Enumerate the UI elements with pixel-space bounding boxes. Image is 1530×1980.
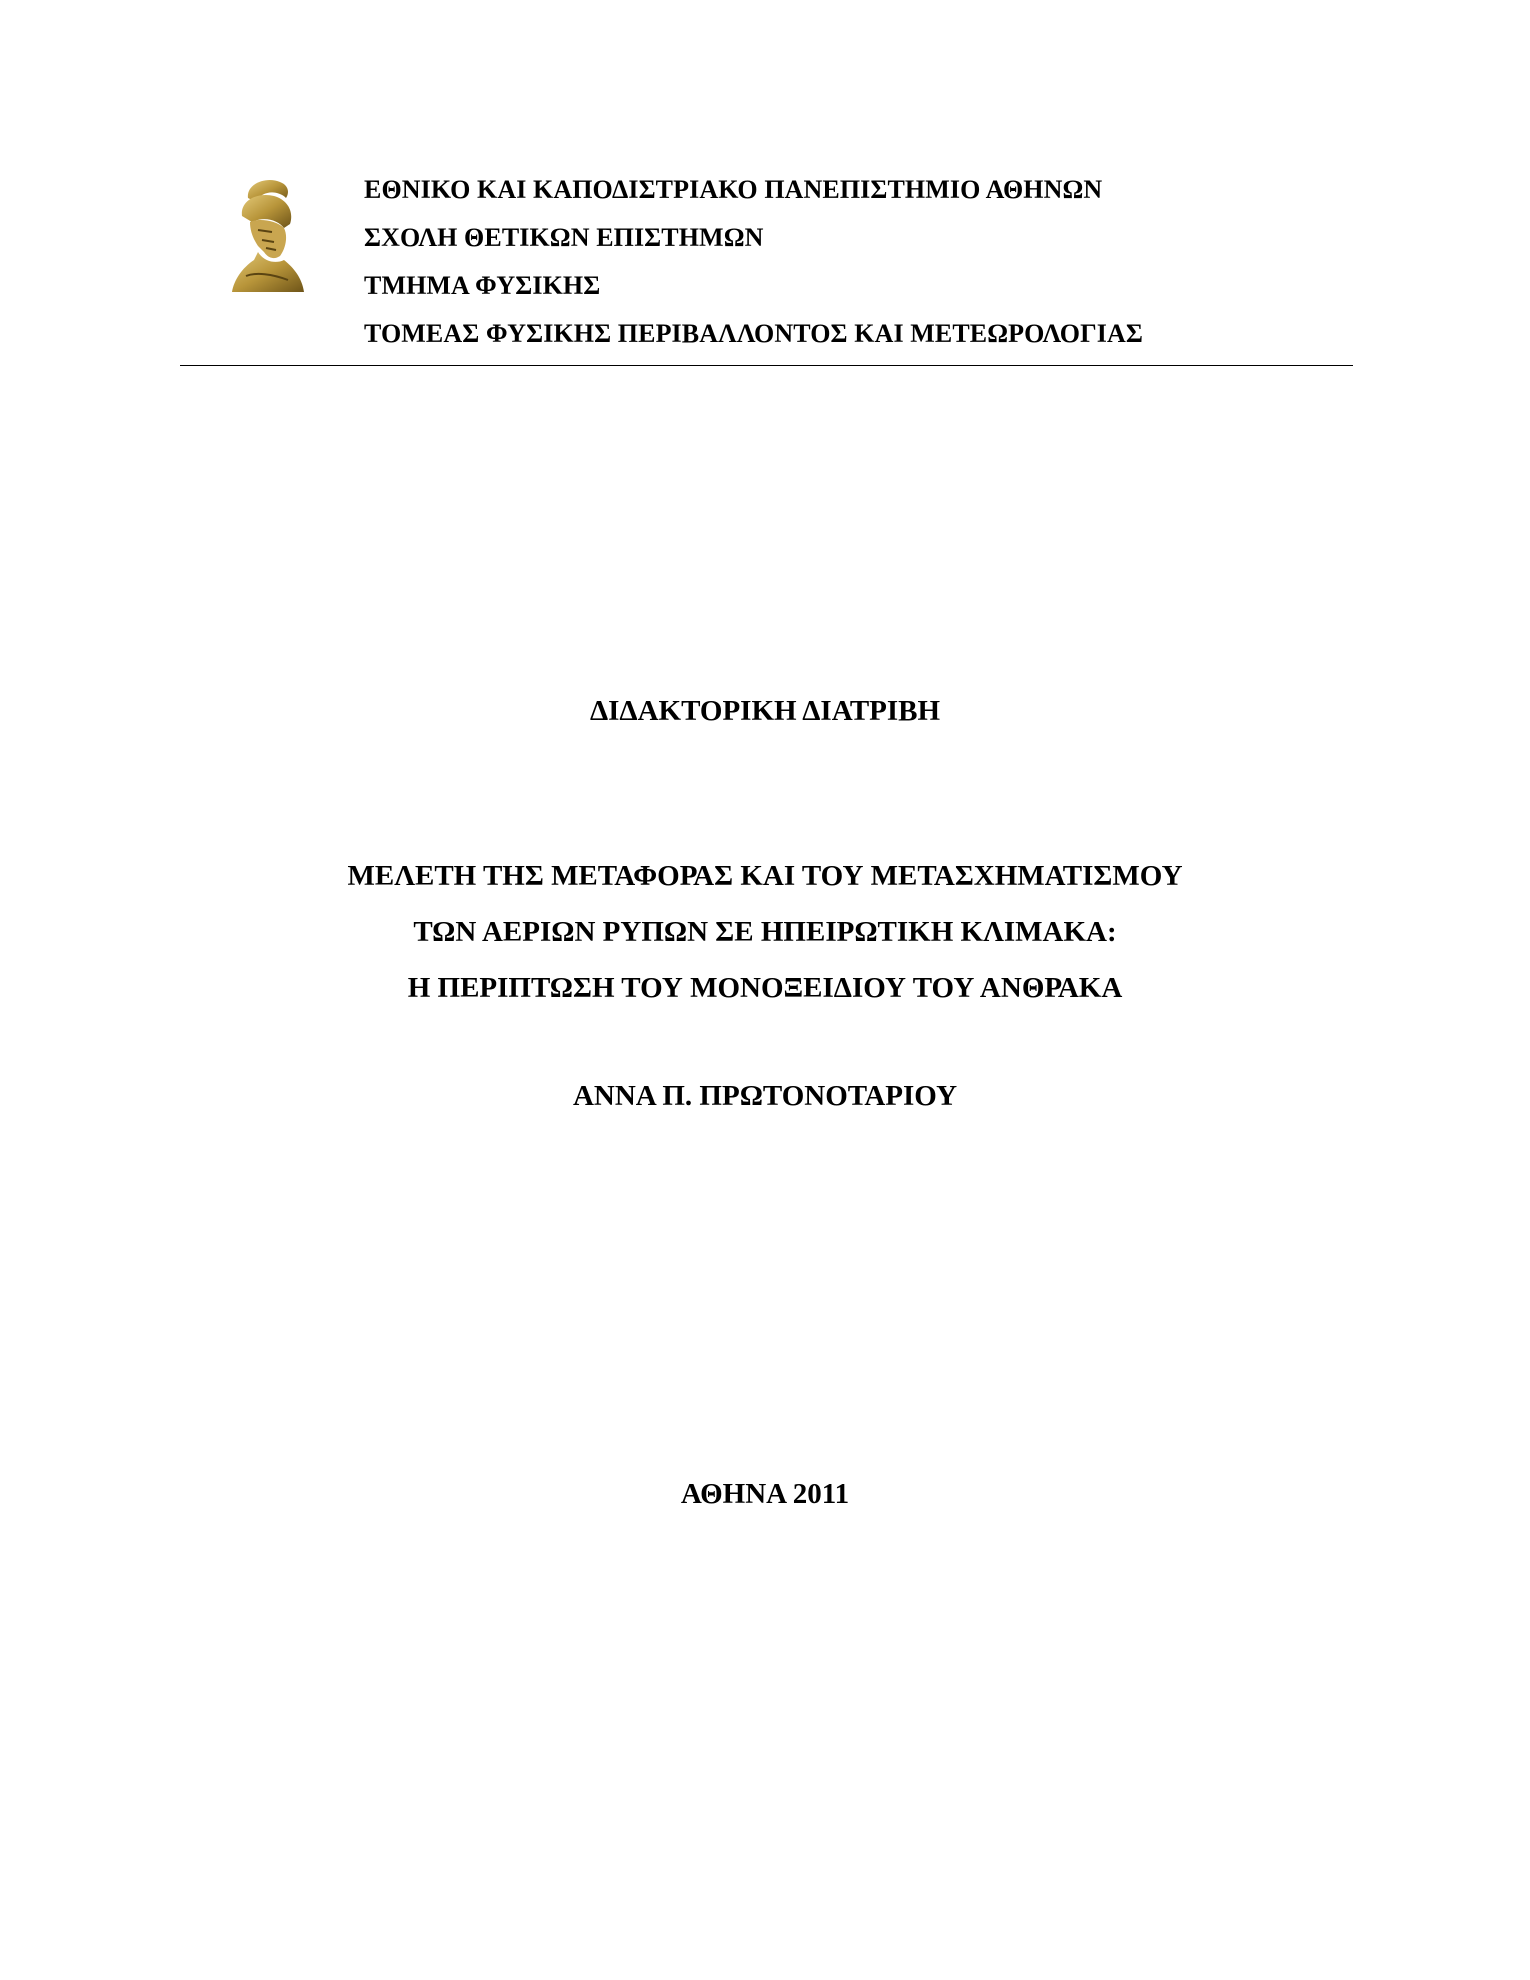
department-name: ΤΜΗΜΑ ΦΥΣΙΚΗΣ <box>364 271 601 300</box>
thesis-title-line-2: ΤΩΝ ΑΕΡΙΩΝ ΡΥΠΩΝ ΣΕ ΗΠΕΙΡΩΤΙΚΗ ΚΛΙΜΑΚΑ: <box>413 916 1117 948</box>
author-name: ΑΝΝΑ Π. ΠΡΩΤΟΝΟΤΑΡΙΟΥ <box>572 1080 958 1112</box>
thesis-title <box>0 848 1530 1016</box>
thesis-title-line-1: ΜΕΛΕΤΗ ΤΗΣ ΜΕΤΑΦΟΡΑΣ ΚΑΙ ΤΟΥ ΜΕΤΑΣΧΗΜΑΤΙΣΜΟΥ <box>347 860 1183 892</box>
section-name: ΤΟΜΕΑΣ ΦΥΣΙΚΗΣ ΠΕΡΙΒΑΛΛΟΝΤΟΣ ΚΑΙ ΜΕΤΕΩΡΟΛΟΓΙΑΣ <box>364 319 1143 348</box>
school-name: ΣΧΟΛΗ ΘΕΤΙΚΩΝ ΕΠΙΣΤΗΜΩΝ <box>364 223 764 252</box>
document-type: ΔΙΔΑΚΤΟΡΙΚΗ ΔΙΑΤΡΙΒΗ <box>589 695 941 727</box>
university-name: ΕΘΝΙΚΟ ΚΑΙ ΚΑΠΟΔΙΣΤΡΙΑΚΟ ΠΑΝΕΠΙΣΤΗΜΙΟ ΑΘΗΝΩΝ <box>364 175 1103 204</box>
header-divider <box>180 365 1353 366</box>
athena-head-icon <box>228 176 308 294</box>
thesis-title-line-3: Η ΠΕΡΙΠΤΩΣΗ ΤΟΥ ΜΟΝΟΞΕΙΔΙΟΥ ΤΟΥ ΑΝΘΡΑΚΑ <box>407 972 1123 1004</box>
place-year: ΑΘΗΝΑ 2011 <box>680 1478 850 1510</box>
institution-header <box>364 166 1143 358</box>
